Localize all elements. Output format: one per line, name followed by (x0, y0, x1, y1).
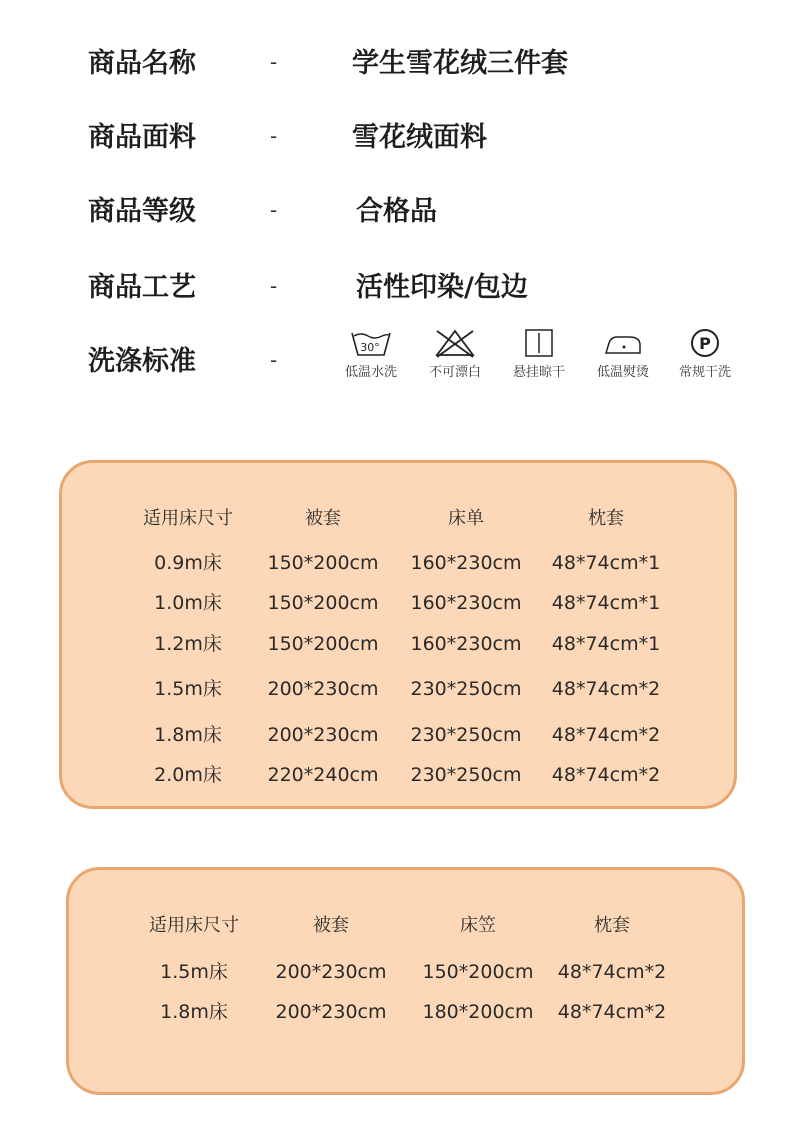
table-cell: 230*250cm (410, 764, 522, 786)
table-row-size: 1.2m床 (154, 633, 222, 655)
table-header-cell: 适用床尺寸 (149, 915, 239, 936)
info-label: 商品工艺 (88, 272, 196, 303)
info-dash: - (270, 274, 278, 298)
info-row-name (0, 44, 790, 84)
table-cell: 48*74cm*1 (551, 552, 661, 574)
table-cell: 48*74cm*1 (551, 633, 661, 655)
size-table-2 (66, 867, 745, 1095)
info-dash: - (270, 124, 278, 148)
table-header-cell: 被套 (313, 915, 349, 936)
table-header-cell: 床单 (448, 508, 484, 529)
table-row-size: 1.5m床 (160, 961, 228, 983)
svg-text:P: P (699, 334, 711, 353)
table-cell: 48*74cm*2 (551, 724, 661, 746)
dry-clean-p-icon (683, 328, 727, 358)
table-cell: 150*200cm (267, 633, 379, 655)
table-cell: 230*250cm (410, 678, 522, 700)
table-cell: 200*230cm (275, 961, 387, 983)
care-label: 悬挂晾干 (512, 365, 565, 380)
table-row-size: 1.0m床 (154, 592, 222, 614)
table-cell: 160*230cm (410, 592, 522, 614)
table-cell: 48*74cm*2 (557, 961, 667, 983)
low-iron-icon (601, 328, 645, 358)
table-row-size: 2.0m床 (154, 764, 222, 786)
wash-30-icon (349, 328, 393, 358)
table-cell: 200*230cm (275, 1001, 387, 1023)
table-header-cell: 被套 (305, 508, 341, 529)
info-value: 雪花绒面料 (352, 122, 487, 153)
table-cell: 150*200cm (422, 961, 534, 983)
info-value: 活性印染/包边 (356, 272, 528, 303)
table-cell: 200*230cm (267, 678, 379, 700)
info-dash: - (270, 198, 278, 222)
table-cell: 160*230cm (410, 552, 522, 574)
hang-dry-icon (517, 328, 561, 358)
info-label: 商品面料 (88, 122, 196, 153)
table-cell: 48*74cm*2 (557, 1001, 667, 1023)
info-row-grade (0, 192, 790, 232)
table-header-cell: 床笠 (460, 915, 496, 936)
table-cell: 150*200cm (267, 552, 379, 574)
care-item-wash (326, 328, 416, 380)
info-dash: - (270, 348, 278, 372)
size-table-1 (59, 460, 737, 809)
care-label: 低温熨烫 (596, 365, 649, 380)
table-cell: 230*250cm (410, 724, 522, 746)
table-cell: 48*74cm*2 (551, 678, 661, 700)
care-item-iron (578, 328, 668, 380)
svg-text:30°: 30° (360, 341, 380, 354)
table-header-cell: 适用床尺寸 (143, 508, 233, 529)
care-label: 常规干洗 (678, 365, 731, 380)
table-cell: 200*230cm (267, 724, 379, 746)
table-cell: 48*74cm*2 (551, 764, 661, 786)
table-cell: 48*74cm*1 (551, 592, 661, 614)
info-label: 商品名称 (88, 48, 196, 79)
info-label: 洗涤标准 (88, 346, 196, 377)
care-item-bleach (410, 328, 500, 380)
table-row-size: 1.8m床 (160, 1001, 228, 1023)
table-cell: 220*240cm (267, 764, 379, 786)
info-value: 学生雪花绒三件套 (352, 48, 568, 79)
info-row-craft (0, 268, 790, 308)
care-item-hang (494, 328, 584, 380)
info-label: 商品等级 (88, 196, 196, 227)
info-row-fabric (0, 118, 790, 158)
table-row-size: 0.9m床 (154, 552, 222, 574)
care-item-dryclean (660, 328, 750, 380)
table-cell: 180*200cm (422, 1001, 534, 1023)
info-dash: - (270, 50, 278, 74)
care-label: 不可漂白 (428, 365, 481, 380)
table-header-cell: 枕套 (588, 508, 624, 529)
table-row-size: 1.5m床 (154, 678, 222, 700)
table-cell: 150*200cm (267, 592, 379, 614)
care-label: 低温水洗 (344, 365, 397, 380)
table-cell: 160*230cm (410, 633, 522, 655)
table-row-size: 1.8m床 (154, 724, 222, 746)
info-value: 合格品 (356, 196, 437, 227)
table-header-cell: 枕套 (594, 915, 630, 936)
no-bleach-icon (433, 328, 477, 358)
